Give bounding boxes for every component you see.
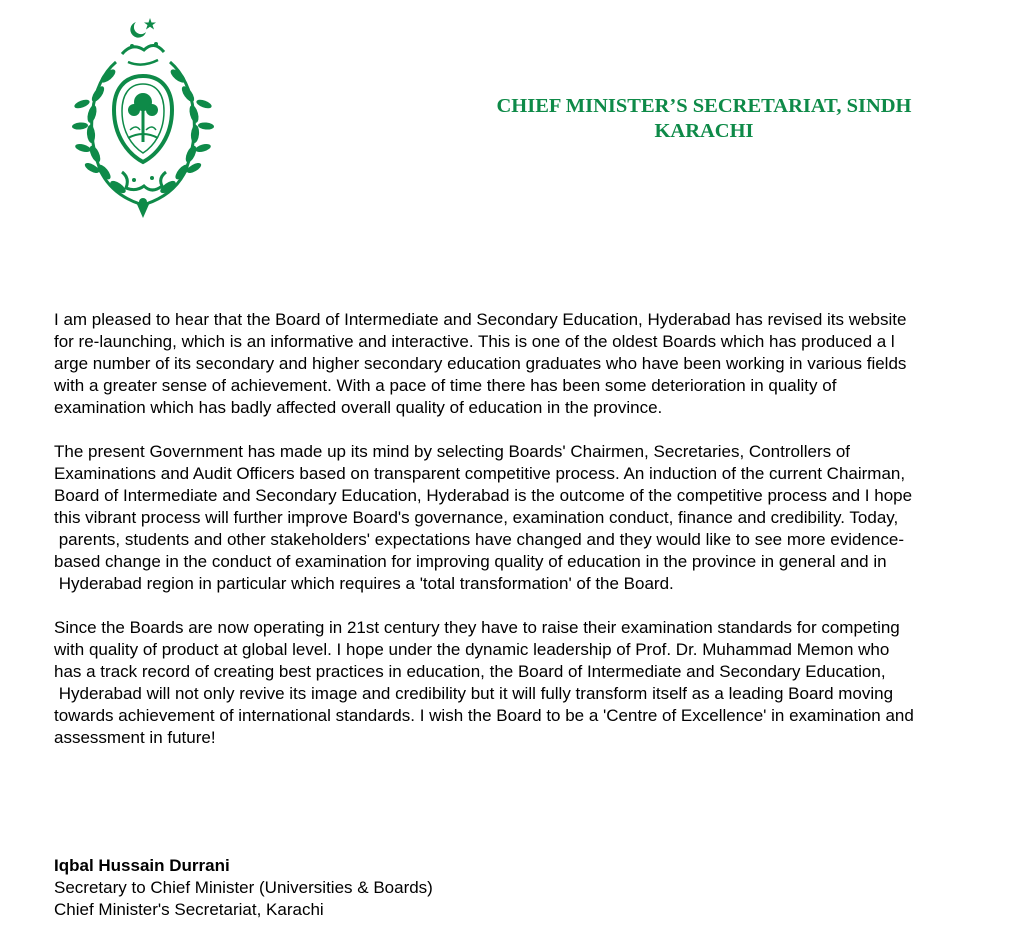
message-line: Examinations and Audit Officers based on transparent competitive process. An induction of the current Chairman, <box>54 464 906 483</box>
message-body <box>54 309 1020 771</box>
message-line: has a track record of creating best practices in education, the Board of Intermediate and Secondary Education, <box>54 662 886 681</box>
message-line: The present Government has made up its mind by selecting Boards' Chairmen, Secretaries, Controllers of <box>54 442 851 461</box>
signatory-office: Chief Minister's Secretariat, Karachi <box>54 900 324 919</box>
title-line-secretariat: CHIEF MINISTER’S SECRETARIAT, SINDH <box>496 95 912 117</box>
message-paragraph-2 <box>54 441 1020 595</box>
sindh-government-emblem-icon <box>72 14 214 218</box>
message-line: Hyderabad region in particular which requires a 'total transformation' of the Board. <box>54 574 674 593</box>
message-line: towards achievement of international standards. I wish the Board to be a 'Centre of Excellence' in examination and <box>54 706 914 725</box>
message-line: parents, students and other stakeholders' expectations have changed and they would like to see more evidence- <box>54 530 904 549</box>
message-paragraph-1 <box>54 309 1020 419</box>
message-line: assessment in future! <box>54 728 216 747</box>
signatory-name: Iqbal Hussain Durrani <box>54 856 230 875</box>
message-line: with a greater sense of achievement. With a pace of time there has been some deterioration in quality of <box>54 376 837 395</box>
message-line: for re-launching, which is an informative and interactive. This is one of the oldest Boards which has produced a l <box>54 332 895 351</box>
signatory-designation: Secretary to Chief Minister (Universities & Boards) <box>54 878 433 897</box>
message-line: examination which has badly affected overall quality of education in the province. <box>54 398 663 417</box>
message-line: arge number of its secondary and higher secondary education graduates who have been working in various fields <box>54 354 907 373</box>
message-paragraph-3 <box>54 617 1020 749</box>
message-line: Hyderabad will not only revive its image and credibility but it will fully transform itself as a leading Board moving <box>54 684 894 703</box>
message-line: Since the Boards are now operating in 21st century they have to raise their examination standards for competing <box>54 618 900 637</box>
message-line: based change in the conduct of examination for improving quality of education in the province in general and in <box>54 552 887 571</box>
page-title <box>380 94 1024 144</box>
signature-block <box>54 855 433 921</box>
message-line: this vibrant process will further improve Board's governance, examination conduct, finance and credibility. Today, <box>54 508 899 527</box>
message-line: Board of Intermediate and Secondary Education, Hyderabad is the outcome of the competitive process and I hope <box>54 486 913 505</box>
message-line: with quality of product at global level. I hope under the dynamic leadership of Prof. Dr. Muhammad Memon who <box>54 640 890 659</box>
title-line-city: KARACHI <box>654 120 754 142</box>
message-line: I am pleased to hear that the Board of Intermediate and Secondary Education, Hyderabad has revised its website <box>54 310 907 329</box>
